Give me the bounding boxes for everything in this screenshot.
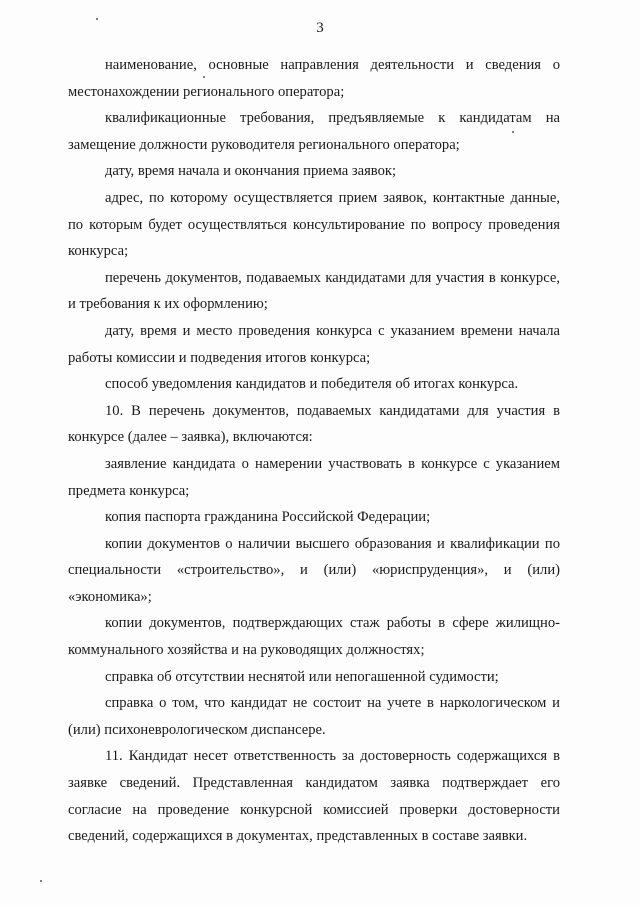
paragraph-passport-copy: копия паспорта гражданина Российской Федерации;: [105, 509, 431, 526]
paragraph-documents-list: перечень документов, подаваемых кандидатами для участия в конкурсе, и требования к их оформлению;: [68, 269, 560, 313]
paragraph-candidate-statement: заявление кандидата о намерении участвовать в конкурсе с указанием предмета конкурса;: [68, 455, 560, 499]
paragraph-experience-copies: копии документов, подтверждающих стаж работы в сфере жилищно-коммунального хозяйства и на руководящих должностях;: [68, 615, 560, 659]
paragraph-application-dates: дату, время начала и окончания приема заявок;: [105, 163, 397, 180]
scan-speck: [40, 880, 42, 882]
paragraph-section-11: 11. Кандидат несет ответственность за достоверность содержащихся в заявке сведений. Представленная кандидатом заявка подтверждает его согласие на проведение конкурсной комиссией проверки достоверности сведений, содержащихся в документах, представленных в составе заявки.: [68, 748, 560, 845]
paragraph-name-and-location: наименование, основные направления деятельности и сведения о местонахождении регионального оператора;: [68, 57, 560, 100]
paragraph-education-copies: копии документов о наличии высшего образования и квалификации по специальности «строительство», и (или) «юриспруденция», и (или) «экономика»;: [68, 535, 560, 605]
paragraph-application-address: адрес, по которому осуществляется прием заявок, контактные данные, по которым будет осуществляться консультирование по вопросу проведения конкурса;: [68, 189, 560, 260]
page-number: 3: [316, 20, 324, 36]
paragraph-notification-method: способ уведомления кандидатов и победителя об итогах конкурса.: [105, 376, 519, 393]
paragraph-section-10: 10. В перечень документов, подаваемых кандидатами для участия в конкурсе (далее – заявка), включаются:: [68, 402, 560, 446]
paragraph-contest-date-place: дату, время и место проведения конкурса с указанием времени начала работы комиссии и подведения итогов конкурса;: [68, 322, 560, 366]
paragraph-medical-certificate: справка о том, что кандидат не состоит на учете в наркологическом и (или) психоневрологическом диспансере.: [68, 695, 560, 738]
paragraph-criminal-record-certificate: справка об отсутствии неснятой или непогашенной судимости;: [105, 668, 499, 685]
document-body: [68, 52, 560, 850]
paragraph-qualification-requirements: квалификационные требования, предъявляемые к кандидатам на замещение должности руководителя регионального оператора;: [68, 110, 560, 153]
